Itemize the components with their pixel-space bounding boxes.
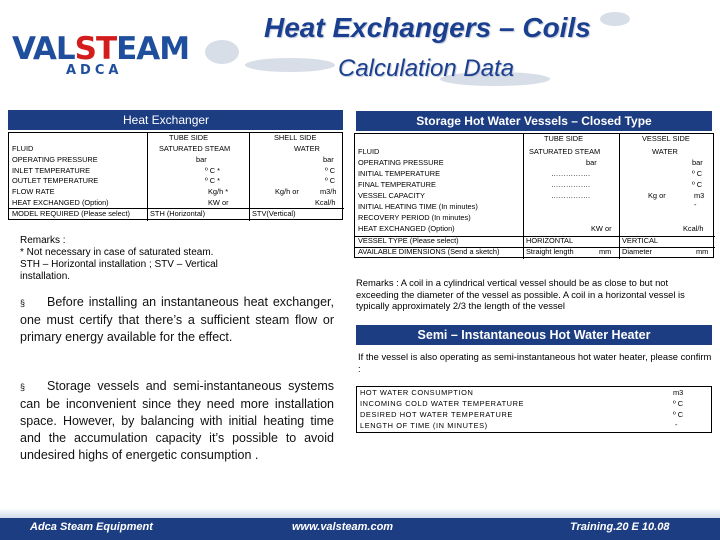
vessel-type-horizontal[interactable]: HORIZONTAL bbox=[526, 236, 574, 245]
heat-exchanger-table bbox=[8, 132, 343, 220]
vessel-type-vertical[interactable]: VERTICAL bbox=[622, 236, 659, 245]
shell-side-header: SHELL SIDE bbox=[274, 133, 317, 142]
row-label: FLOW RATE bbox=[12, 187, 55, 196]
storage-vessels-heading: Storage Hot Water Vessels – Closed Type bbox=[356, 111, 712, 131]
storage-remark: Remarks : A coil in a cylindrical vertical vessel should be as close to but not exceeding the diameter of the vessel as possible. A coil in a horizontal vessel is typically approximately 2/3 the length of the vessel bbox=[356, 277, 685, 311]
row-label: INLET TEMPERATURE bbox=[12, 166, 91, 175]
footer-website[interactable]: www.valsteam.com bbox=[292, 521, 394, 533]
model-option-sth[interactable]: STH (Horizontal) bbox=[150, 209, 206, 218]
vessel-side-header: VESSEL SIDE bbox=[642, 134, 690, 143]
model-option-stv[interactable]: STV(Vertical) bbox=[252, 209, 296, 218]
row-vessel-alt: Diameter bbox=[622, 247, 652, 256]
row-vessel-value: º C bbox=[692, 180, 703, 189]
row-label: DESIRED HOT WATER TEMPERATURE bbox=[360, 410, 513, 419]
row-vessel-value: º C bbox=[692, 169, 703, 178]
heat-exchanger-remarks: Remarks : * Not necessary in case of saturated steam. STH – Horizontal installation ; STV – Vertical installation. bbox=[20, 235, 218, 282]
row-tube-value: Straight length bbox=[526, 247, 574, 256]
row-label: VESSEL CAPACITY bbox=[358, 191, 425, 200]
bullet-paragraph: § Before installing an instantaneous heat exchanger, one must certify that there’s a sufficient steam flow or primary energy available for the effect. bbox=[20, 295, 334, 344]
row-tube-value: ……………. bbox=[551, 180, 591, 189]
footer-training-code: Training.20 E 10.08 bbox=[570, 521, 670, 533]
row-label: HEAT EXCHANGED (Option) bbox=[358, 224, 455, 233]
row-label: RECOVERY PERIOD (In minutes) bbox=[358, 213, 471, 222]
heat-exchanger-heading: Heat Exchanger bbox=[8, 110, 343, 130]
row-label: MODEL REQUIRED (Please select) bbox=[12, 209, 131, 218]
row-vessel-alt: Kg or bbox=[648, 191, 666, 200]
row-label: OPERATING PRESSURE bbox=[12, 155, 98, 164]
semi-instantaneous-table bbox=[356, 386, 712, 433]
row-tube-value: ……………. bbox=[551, 191, 591, 200]
decorative-blob bbox=[600, 12, 630, 26]
row-tube-value: º C * bbox=[205, 176, 221, 185]
row-vessel-value: mm bbox=[696, 247, 709, 256]
page-header bbox=[0, 0, 720, 100]
row-shell-value: º C bbox=[325, 176, 336, 185]
semi-instantaneous-text: If the vessel is also operating as semi-instantaneous hot water heater, please confirm : bbox=[358, 351, 712, 374]
row-label: INCOMING COLD WATER TEMPERATURE bbox=[360, 399, 525, 408]
row-tube-value: KW or bbox=[591, 224, 612, 233]
tube-side-header: TUBE SIDE bbox=[544, 134, 584, 143]
row-label: FINAL TEMPERATURE bbox=[358, 180, 436, 189]
row-tube-value: SATURATED STEAM bbox=[159, 144, 231, 153]
row-shell-value: º C bbox=[325, 166, 336, 175]
row-label: HOT WATER CONSUMPTION bbox=[360, 388, 474, 397]
row-shell-value: m3/h bbox=[320, 187, 337, 196]
row-tube-value: ……………. bbox=[551, 169, 591, 178]
row-tube-value: SATURATED STEAM bbox=[529, 147, 601, 156]
row-label: VESSEL TYPE (Please select) bbox=[358, 236, 459, 245]
row-label: FLUID bbox=[358, 147, 380, 156]
bullet-mark: § bbox=[20, 298, 26, 308]
tube-side-header: TUBE SIDE bbox=[169, 133, 209, 142]
row-vessel-value: bar bbox=[692, 158, 703, 167]
row-vessel-value: Kcal/h bbox=[683, 224, 704, 233]
semi-instantaneous-heading: Semi – Instantaneous Hot Water Heater bbox=[356, 325, 712, 345]
row-unit: m3 bbox=[673, 388, 684, 397]
row-label: FLUID bbox=[12, 144, 34, 153]
row-tube-unit: mm bbox=[599, 247, 612, 256]
decorative-blob bbox=[205, 40, 239, 64]
row-shell-value: Kcal/h bbox=[315, 198, 336, 207]
row-shell-value: bar bbox=[323, 155, 334, 164]
page-subtitle: Calculation Data bbox=[338, 55, 515, 82]
row-vessel-value: - bbox=[694, 200, 697, 209]
row-label: INITIAL TEMPERATURE bbox=[358, 169, 440, 178]
row-unit: - bbox=[675, 420, 678, 429]
row-tube-value: bar bbox=[196, 155, 207, 164]
bullet-paragraph: § Storage vessels and semi-instantaneous systems can be inconvenient since they need more installation space. However, by balancing with initial heating time and the accumulation capacity it’s possible to avoid undesired highs of energetic consumption . bbox=[20, 379, 334, 462]
row-shell-alt: Kg/h or bbox=[275, 187, 299, 196]
row-label: OUTLET TEMPERATURE bbox=[12, 176, 99, 185]
row-label: AVAILABLE DIMENSIONS (Send a sketch) bbox=[358, 247, 500, 256]
row-unit: º C bbox=[673, 410, 684, 419]
storage-vessels-table bbox=[354, 133, 714, 258]
row-label: OPERATING PRESSURE bbox=[358, 158, 444, 167]
decorative-blob bbox=[245, 58, 335, 72]
row-vessel-value: WATER bbox=[652, 147, 678, 156]
row-label: INITIAL HEATING TIME (In minutes) bbox=[358, 202, 478, 211]
row-shell-value: WATER bbox=[294, 144, 320, 153]
row-tube-value: bar bbox=[586, 158, 597, 167]
footer-company: Adca Steam Equipment bbox=[30, 521, 153, 533]
row-tube-value: KW or bbox=[208, 198, 229, 207]
row-label: HEAT EXCHANGED (Option) bbox=[12, 198, 109, 207]
row-tube-value: Kg/h * bbox=[208, 187, 229, 196]
row-tube-value: º C * bbox=[205, 166, 221, 175]
row-unit: º C bbox=[673, 399, 684, 408]
bullet-mark: § bbox=[20, 382, 26, 392]
row-label: LENGTH OF TIME (IN MINUTES) bbox=[360, 421, 488, 430]
valsteam-logo: VALSTEAM ADCA bbox=[12, 31, 190, 78]
page-title: Heat Exchangers – Coils bbox=[264, 12, 591, 43]
row-vessel-value: m3 bbox=[694, 191, 705, 200]
